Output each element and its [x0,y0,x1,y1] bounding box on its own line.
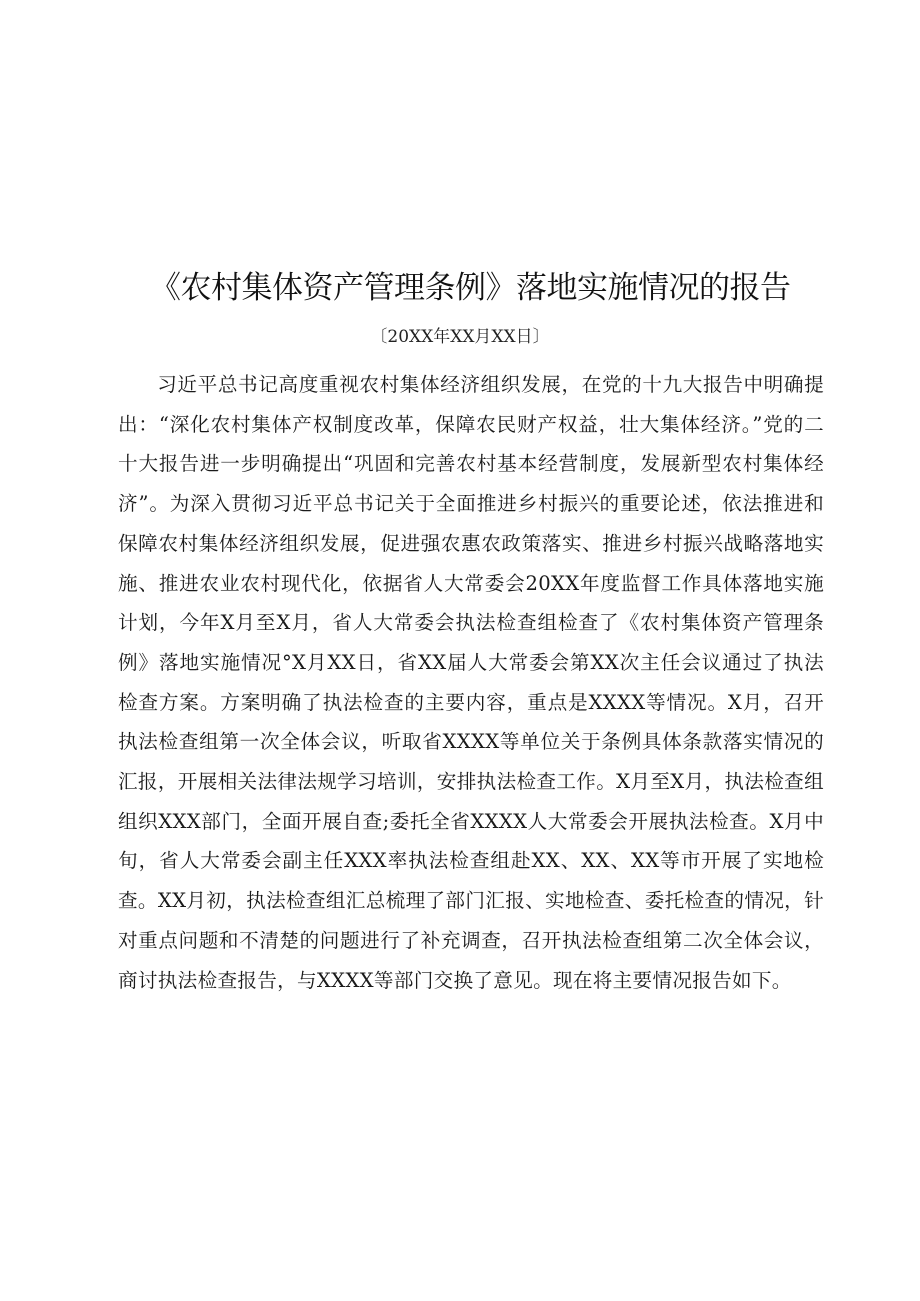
document-title: 《农村集体资产管理条例》落地实施情况的报告 [150,270,791,306]
document-date: 〔20XX年XX月XX日〕 [370,327,550,347]
body-paragraph: 习近平总书记高度重视农村集体经济组织发展，在党的十九大报告中明确提出：“深化农村集体产权制度改革，保障农民财产权益，壮大集体经济。”党的二十大报告进一步明确提出“巩固和完善农村基本经营制度，发展新型农村集体经济”。为深入贯彻习近平总书记关于全面推进乡村振兴的重要论述，依法推进和保障农村集体经济组织发展，促进强农惠农政策落实、推进乡村振兴战略落地实施、推进农业农村现代化，依据省人大常委会20XX年度监督工作具体落地实施计划，今年X月至X月，省人大常委会执法检查组检查了《农村集体资产管理条例》落地实施情况°X月XX日，省XX届人大常委会第XX次主任会议通过了执法检查方案。方案明确了执法检查的主要内容，重点是XXXX等情况。X月，召开执法检查组第一次全体会议，听取省XXXX等单位关于条例具体条款落实情况的汇报，开展相关法律法规学习培训，安排执法检查工作。X月至X月，执法检查组组织XXX部门，全面开展自查;委托全省XXXX人大常委会开展执法检查。X月中旬，省人大常委会副主任XXX率执法检查组赴XX、XX、XX等市开展了实地检查。XX月初，执法检查组汇总梳理了部门汇报、实地检查、委托检查的情况，针对重点问题和不清楚的问题进行了补充调查，召开执法检查组第二次全体会议，商讨执法检查报告，与XXXX等部门交换了意见。现在将主要情况报告如下。 [118,373,824,992]
